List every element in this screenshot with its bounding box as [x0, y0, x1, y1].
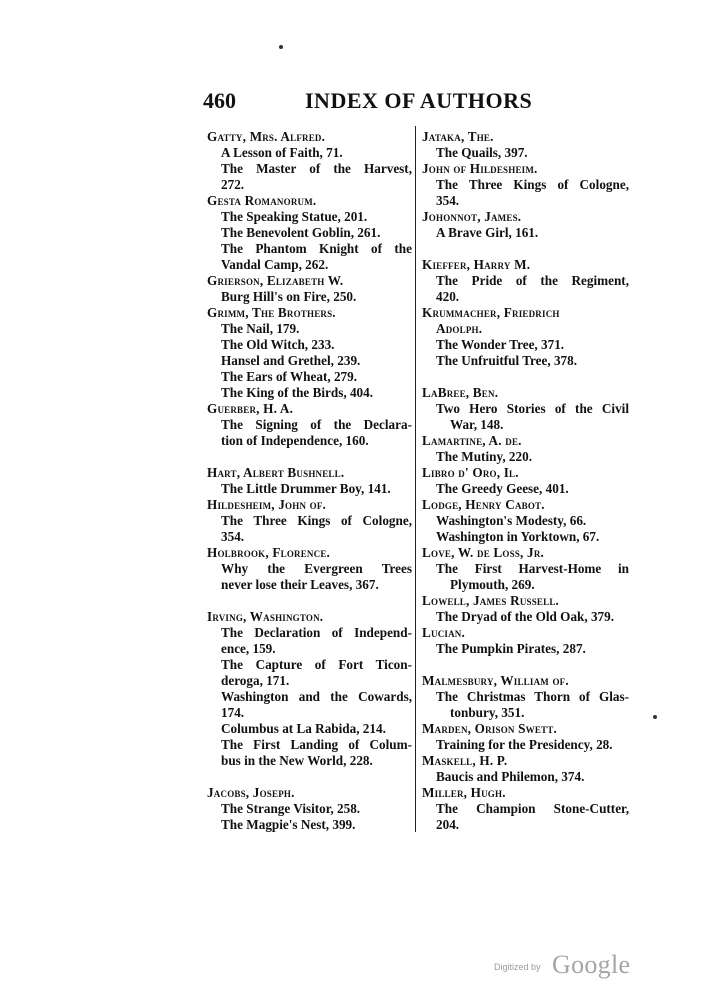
work-entry: Why the Evergreen Trees: [221, 561, 412, 576]
work-entry: 354.: [436, 193, 460, 208]
author-heading: Libro d' Oro, Il.: [422, 465, 519, 480]
author-heading: Grierson, Elizabeth W.: [207, 273, 344, 288]
work-entry: never lose their Leaves, 367.: [221, 577, 379, 592]
author-heading: Lodge, Henry Cabot.: [422, 497, 545, 512]
digitized-watermark: [494, 952, 654, 982]
work-entry: 204.: [436, 817, 460, 832]
work-entry: Vandal Camp, 262.: [221, 257, 329, 272]
author-heading: Krummacher, Friedrich: [422, 305, 560, 320]
work-entry: The Speaking Statue, 201.: [221, 209, 368, 224]
work-entry: The Capture of Fort Ticon-: [221, 657, 412, 672]
work-entry: The Magpie's Nest, 399.: [221, 817, 356, 832]
column-divider: [415, 126, 416, 832]
work-entry: Columbus at La Rabida, 214.: [221, 721, 386, 736]
work-entry: 272.: [221, 177, 245, 192]
work-entry: Burg Hill's on Fire, 250.: [221, 289, 357, 304]
right-index-column: [422, 129, 629, 833]
author-heading: Gatty, Mrs. Alfred.: [207, 129, 326, 144]
work-entry: Training for the Presidency, 28.: [436, 737, 613, 752]
author-heading: Holbrook, Florence.: [207, 545, 331, 560]
work-entry: The First Landing of Colum-: [221, 737, 412, 752]
work-entry: The Old Witch, 233.: [221, 337, 335, 352]
author-heading: Grimm, The Brothers.: [207, 305, 336, 320]
author-heading: Malmesbury, William of.: [422, 673, 569, 688]
author-heading: Lucian.: [422, 625, 465, 640]
work-entry: ence, 159.: [221, 641, 276, 656]
author-heading: Maskell, H. P.: [422, 753, 508, 768]
work-entry: Two Hero Stories of the Civil: [436, 401, 629, 416]
work-entry: Baucis and Philemon, 374.: [436, 769, 585, 784]
work-entry: The Three Kings of Cologne,: [221, 513, 412, 528]
work-entry: 354.: [221, 529, 245, 544]
work-entry: The Greedy Geese, 401.: [436, 481, 569, 496]
work-entry: A Lesson of Faith, 71.: [221, 145, 343, 160]
work-entry: The Strange Visitor, 258.: [221, 801, 361, 816]
work-entry: The Champion Stone-Cutter,: [436, 801, 629, 816]
work-entry: The Pride of the Regiment,: [436, 273, 629, 288]
author-heading: John of Hildesheim.: [422, 161, 538, 176]
google-logo: Google: [552, 950, 631, 979]
stray-mark: [653, 715, 657, 719]
entry-spacer: [207, 769, 412, 785]
work-entry: Washington and the Cowards,: [221, 689, 412, 704]
author-heading: Gesta Romanorum.: [207, 193, 317, 208]
work-entry: The Little Drummer Boy, 141.: [221, 481, 391, 496]
author-heading: Hart, Albert Bushnell.: [207, 465, 345, 480]
left-index-column: [207, 129, 412, 833]
work-entry-continuation: tonbury, 351.: [450, 705, 525, 720]
watermark-prefix: Digitized by: [494, 962, 541, 972]
entry-spacer: [207, 593, 412, 609]
work-entry: bus in the New World, 228.: [221, 753, 373, 768]
author-heading: Lamartine, A. de.: [422, 433, 522, 448]
work-entry: deroga, 171.: [221, 673, 290, 688]
author-heading: Lowell, James Russell.: [422, 593, 560, 608]
work-entry: The Master of the Harvest,: [221, 161, 412, 176]
work-entry: The King of the Birds, 404.: [221, 385, 374, 400]
author-heading: Hildesheim, John of.: [207, 497, 327, 512]
work-entry: The Declaration of Independ-: [221, 625, 412, 640]
work-entry: Hansel and Grethel, 239.: [221, 353, 361, 368]
work-entry: The Signing of the Declara-: [221, 417, 412, 432]
work-entry: The Pumpkin Pirates, 287.: [436, 641, 586, 656]
entry-spacer: [422, 369, 629, 385]
author-heading: Miller, Hugh.: [422, 785, 506, 800]
work-entry: The Wonder Tree, 371.: [436, 337, 565, 352]
work-entry: The Dryad of the Old Oak, 379.: [436, 609, 615, 624]
page-number: 460: [203, 88, 236, 113]
author-heading: Kieffer, Harry M.: [422, 257, 531, 272]
work-entry: The Mutiny, 220.: [436, 449, 532, 464]
page-title: INDEX OF AUTHORS: [305, 88, 533, 113]
work-entry: The Phantom Knight of the: [221, 241, 412, 256]
work-entry: The Quails, 397.: [436, 145, 528, 160]
stray-mark: [279, 45, 283, 49]
work-entry-continuation: War, 148.: [450, 417, 504, 432]
work-entry: 174.: [221, 705, 245, 720]
work-entry: Washington's Modesty, 66.: [436, 513, 587, 528]
work-entry: The Benevolent Goblin, 261.: [221, 225, 381, 240]
author-heading-continuation: Adolph.: [436, 321, 483, 336]
author-heading: Jacobs, Joseph.: [207, 785, 295, 800]
work-entry: The Christmas Thorn of Glas-: [436, 689, 629, 704]
work-entry-continuation: Plymouth, 269.: [450, 577, 535, 592]
work-entry: Washington in Yorktown, 67.: [436, 529, 600, 544]
work-entry: The Ears of Wheat, 279.: [221, 369, 358, 384]
author-heading: Love, W. de Loss, Jr.: [422, 545, 545, 560]
author-heading: Marden, Orison Swett.: [422, 721, 557, 736]
author-heading: Guerber, H. A.: [207, 401, 294, 416]
entry-spacer: [422, 241, 629, 257]
entry-spacer: [207, 449, 412, 465]
entry-spacer: [422, 657, 629, 673]
work-entry: The Nail, 179.: [221, 321, 300, 336]
work-entry: tion of Independence, 160.: [221, 433, 369, 448]
author-heading: Johonnot, James.: [422, 209, 522, 224]
work-entry: The Three Kings of Cologne,: [436, 177, 629, 192]
work-entry: The Unfruitful Tree, 378.: [436, 353, 578, 368]
work-entry: 420.: [436, 289, 460, 304]
author-heading: Irving, Washington.: [207, 609, 324, 624]
work-entry: The First Harvest-Home in: [436, 561, 629, 576]
work-entry: A Brave Girl, 161.: [436, 225, 539, 240]
author-heading: Jataka, The.: [422, 129, 494, 144]
page-header: [203, 88, 643, 118]
author-heading: LaBree, Ben.: [422, 385, 499, 400]
